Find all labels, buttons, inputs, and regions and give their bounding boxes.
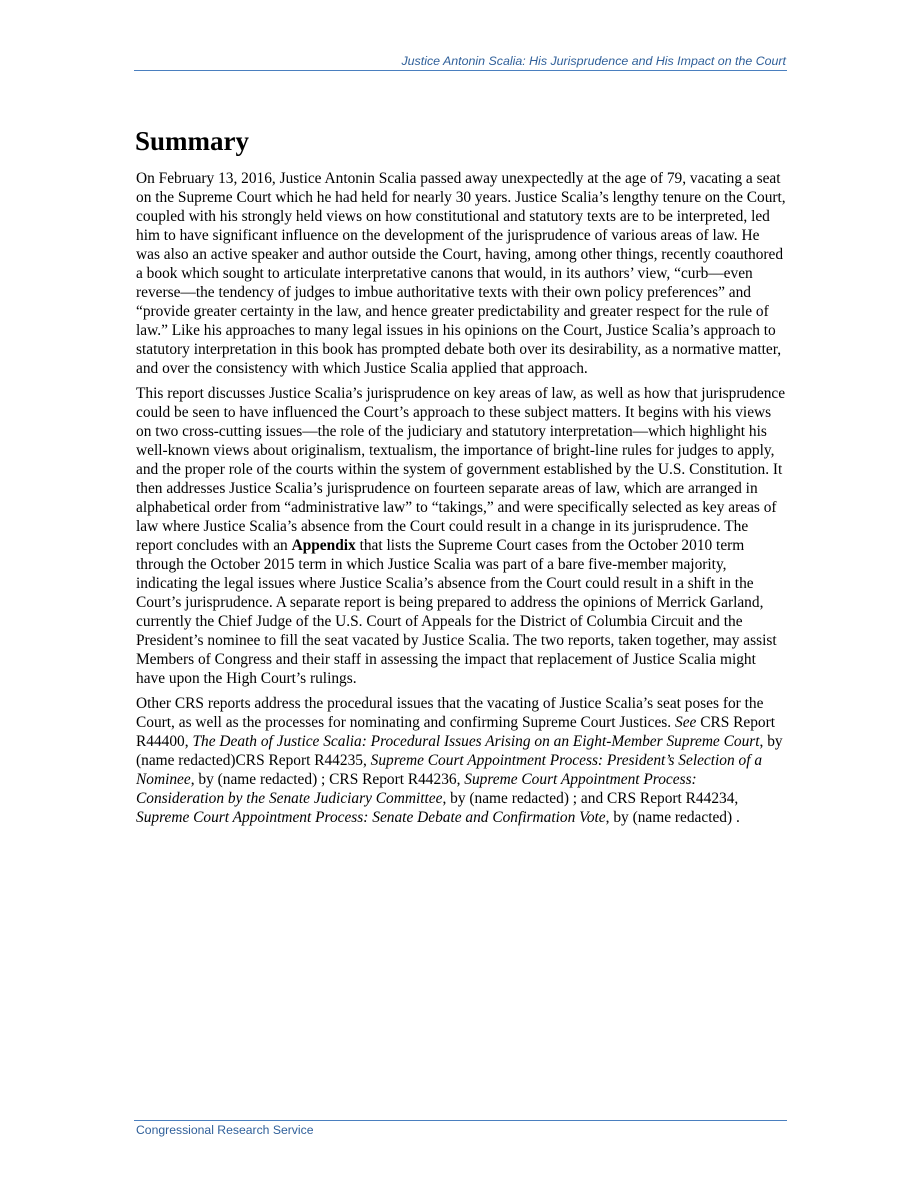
footer-divider: [134, 1120, 787, 1121]
header-divider: [134, 70, 787, 71]
paragraph-intro: On February 13, 2016, Justice Antonin Scalia passed away unexpectedly at the age of 79, vacating a seat on the Supreme Court which he had held for nearly 30 years. Justice Scalia’s lengthy tenure on the Court, coupled with his strongly held views on how constitutional and statutory texts are to be interpreted, led him to have significant influence on the development of the jurisprudence of various areas of law. He was also an active speaker and author outside the Court, having, among other things, recently coauthored a book which sought to articulate interpretative canons that would, in its authors’ view, “curb—even reverse—the tendency of judges to imbue authoritative texts with their own policy preferences” and “provide greater certainty in the law, and hence greater predictability and greater respect for the rule of law.” Like his approaches to many legal issues in his opinions on the Court, Justice Scalia’s approach to statutory interpretation in this book has prompted debate both over its desirability, as a normative matter, and over the consistency with which Justice Scalia applied that approach.: [136, 170, 786, 377]
report-2-title: Supreme Court Appointment Process: President’s Selection of a Nominee: [136, 752, 763, 788]
paragraph-report-scope: [136, 384, 786, 688]
report-2-suffix: , by (name redacted) ; CRS Report R44236,: [190, 771, 465, 788]
summary-body: [136, 169, 786, 833]
report-4-title: Supreme Court Appointment Process: Senate Debate and Confirmation Vote: [136, 809, 606, 826]
report-3-title: Supreme Court Appointment Process: Consideration by the Senate Judiciary Committee: [136, 771, 697, 807]
report-1-suffix: , by (name redacted)CRS Report R44235,: [136, 733, 783, 769]
page-title: Summary: [135, 126, 249, 156]
paragraph-scope-text-b: that lists the Supreme Court cases from the October 2010 term through the October 2015 term in which Justice Scalia was part of a bare five-member majority, indicating the legal issues where Justice Scalia’s absence from the Court could result in a shift in the Court’s jurisprudence. A separate report is being prepared to address the opinions of Merrick Garland, currently the Chief Judge of the U.S. Court of Appeals for the District of Columbia Circuit and the President’s nominee to fill the seat vacated by Justice Scalia. The two reports, taken together, may assist Members of Congress and their staff in assessing the impact that replacement of Justice Scalia might have upon the High Court’s rulings.: [136, 537, 777, 687]
see-signal: See: [675, 714, 697, 731]
paragraph-related-reports: [136, 694, 786, 827]
report-1-title: The Death of Justice Scalia: Procedural Issues Arising on an Eight-Member Supreme Court: [192, 733, 760, 750]
running-header: Justice Antonin Scalia: His Jurisprudence and His Impact on the Court: [401, 54, 786, 68]
report-1-prefix: CRS Report R44400,: [136, 714, 776, 750]
footer-organization: Congressional Research Service: [136, 1123, 314, 1137]
report-3-suffix: , by (name redacted) ; and CRS Report R44234,: [442, 790, 739, 807]
paragraph-scope-text-a: This report discusses Justice Scalia’s jurisprudence on key areas of law, as well as how that jurisprudence could be seen to have influenced the Court’s approach to these subject matters. It begins with his views on two cross-cutting issues—the role of the judiciary and statutory interpretation—which highlight his well-known views about originalism, textualism, the importance of bright-line rules for judges to apply, and the proper role of the courts within the system of government established by the U.S. Constitution. It then addresses Justice Scalia’s jurisprudence on fourteen separate areas of law, which are arranged in alphabetical order from “administrative law” to “takings,” and were specifically selected as key areas of law where Justice Scalia’s absence from the Court could result in a change in its jurisprudence. The report concludes with an: [136, 385, 786, 554]
report-4-suffix: , by (name redacted) .: [605, 809, 740, 826]
related-reports-intro: Other CRS reports address the procedural issues that the vacating of Justice Scalia’s seat poses for the Court, as well as the processes for nominating and confirming Supreme Court Justices.: [136, 695, 764, 731]
appendix-reference: Appendix: [291, 537, 356, 554]
